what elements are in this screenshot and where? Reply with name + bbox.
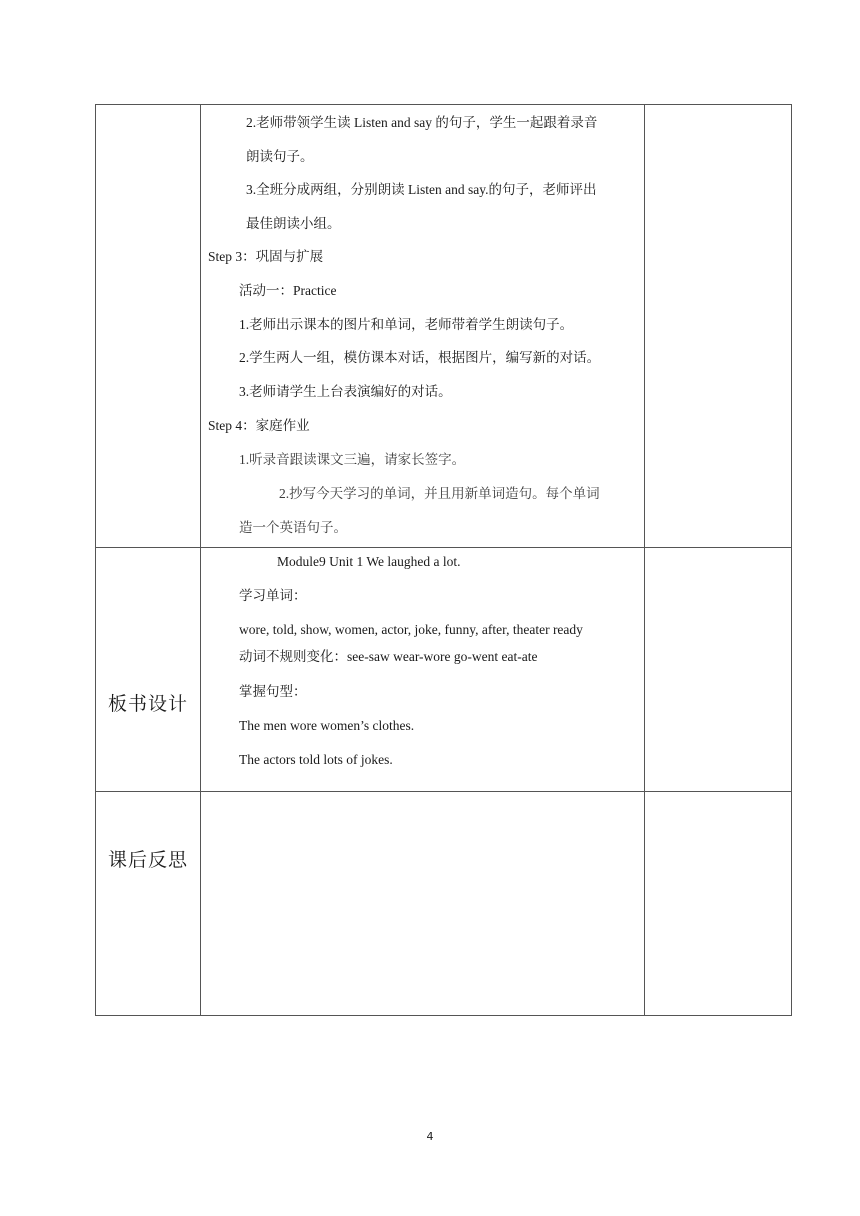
column-divider-left — [200, 105, 201, 1015]
row-divider-board — [96, 547, 791, 548]
board-design-heading: 板书设计 — [107, 693, 188, 715]
board-line: wore, told, show, women, actor, joke, funny, after, theater ready — [239, 622, 583, 637]
step-line: 1.老师出示课本的图片和单词，老师带着学生朗读句子。 — [239, 317, 574, 332]
board-line: The actors told lots of jokes. — [239, 752, 393, 767]
activity-heading: 活动一：Practice — [239, 283, 337, 298]
step-line: 3.全班分成两组，分别朗读 Listen and say.的句子，老师评出 — [246, 182, 597, 197]
board-line: 掌握句型： — [239, 684, 307, 699]
board-line: 动词不规则变化：see-saw wear-wore go-went eat-ate — [239, 649, 538, 664]
page-number: 4 — [426, 1130, 434, 1143]
step-heading: Step 4：家庭作业 — [208, 418, 310, 433]
step-heading: Step 3：巩固与扩展 — [208, 249, 324, 264]
step-line: 2.学生两人一组，模仿课本对话，根据图片，编写新的对话。 — [239, 350, 601, 365]
homework-line: 2.抄写今天学习的单词，并且用新单词造句。每个单词 — [279, 486, 600, 501]
board-line: The men wore women’s clothes. — [239, 718, 415, 733]
step-line: 最佳朗读小组。 — [246, 216, 341, 231]
step-line: 朗读句子。 — [246, 149, 314, 164]
board-title: Module9 Unit 1 We laughed a lot. — [277, 554, 461, 569]
step-line: 2.老师带领学生读 Listen and say 的句子，学生一起跟着录音 — [246, 115, 598, 130]
column-divider-right — [644, 105, 645, 1015]
homework-line: 1.听录音跟读课文三遍，请家长签字。 — [239, 452, 466, 467]
board-line: 学习单词： — [239, 588, 307, 603]
reflection-heading: 课后反思 — [107, 849, 188, 871]
step-line: 3.老师请学生上台表演编好的对话。 — [239, 384, 452, 399]
row-divider-reflection — [96, 791, 791, 792]
homework-line: 造一个英语句子。 — [239, 520, 347, 535]
